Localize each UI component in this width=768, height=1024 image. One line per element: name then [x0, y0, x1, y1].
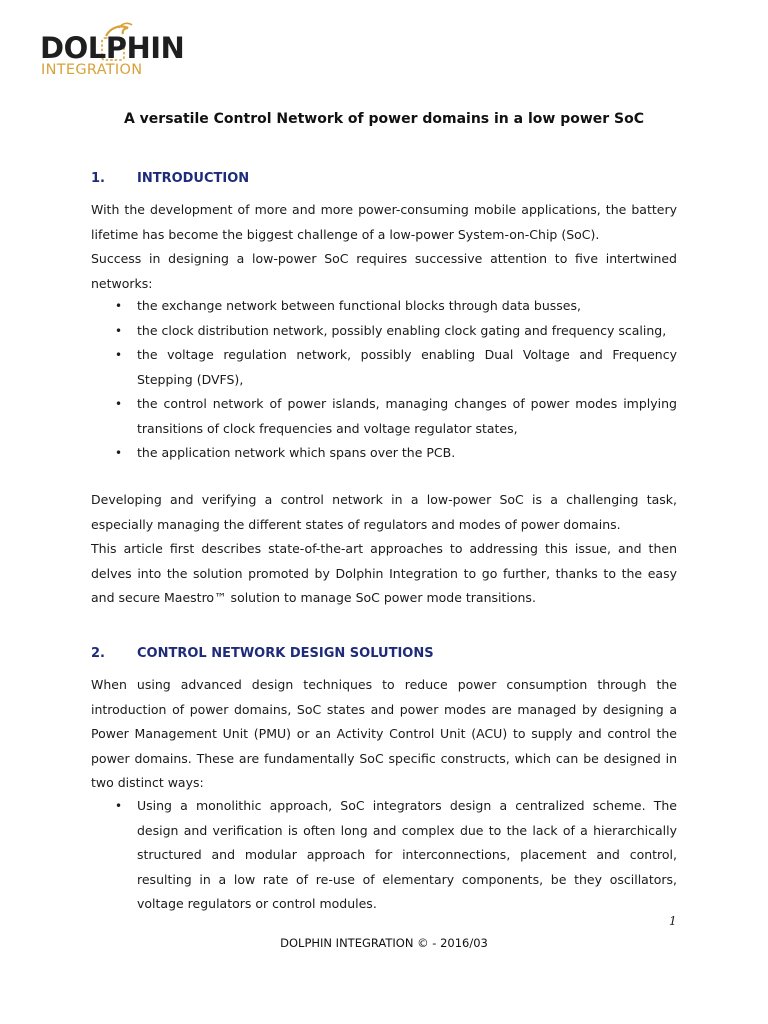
paragraph: Developing and verifying a control network in a low-power SoC is a challenging task, especially managing the different states of regulators and modes of power domains. — [91, 492, 677, 532]
section-number: 2. — [91, 646, 105, 661]
list-item: • the control network of power islands, managing changes of power modes implying transitions of clock frequencies and voltage regulator states, — [91, 392, 677, 441]
bullet-icon: • — [115, 799, 123, 813]
list-item: • the application network which spans over the PCB. — [91, 441, 677, 466]
paragraph: Success in designing a low-power SoC requires successive attention to five intertwined networks: — [91, 251, 677, 291]
section-heading-introduction — [91, 171, 249, 186]
paragraph: When using advanced design techniques to reduce power consumption through the introduction of power domains, SoC states and power modes are managed by designing a Power Management Unit (PMU) or an Activity Control Unit (ACU) to supply and control the power domains. These are fundamentally SoC specific constructs, which can be designed in two distinct ways: — [91, 677, 677, 790]
paragraph: With the development of more and more power-consuming mobile applications, the battery lifetime has become the biggest challenge of a low-power System-on-Chip (SoC). — [91, 202, 677, 242]
section-title: INTRODUCTION — [137, 171, 250, 186]
page-footer: DOLPHIN INTEGRATION © - 2016/03 — [280, 936, 488, 950]
company-logo — [32, 22, 192, 82]
section-title: CONTROL NETWORK DESIGN SOLUTIONS — [137, 646, 434, 661]
bullet-icon: • — [115, 348, 123, 362]
bullet-icon: • — [115, 446, 123, 460]
bullet-icon: • — [115, 397, 123, 411]
approach-list — [91, 794, 677, 917]
bullet-icon: • — [115, 299, 123, 313]
list-item: • Using a monolithic approach, SoC integrators design a centralized scheme. The design and verification is often long and complex due to the lack of a hierarchically structured and modular approach for interconnections, placement and control, resulting in a low rate of re-use of elementary components, be they oscillators, voltage regulators or control modules. — [91, 794, 677, 917]
list-item: • the exchange network between functional blocks through data busses, — [91, 294, 677, 319]
logo-wordmark: DOLPHIN — [40, 31, 185, 65]
logo-subtitle: INTEGRATION — [41, 62, 143, 78]
bullet-icon: • — [115, 323, 123, 338]
section-number: 1. — [91, 171, 105, 186]
section-heading-control-network — [91, 646, 434, 661]
list-item: • the clock distribution network, possibly enabling clock gating and frequency scaling, — [91, 319, 677, 344]
network-list — [91, 294, 677, 466]
page-number: 1 — [669, 914, 677, 928]
document-title: A versatile Control Network of power domains in a low power SoC — [123, 111, 645, 127]
paragraph: This article first describes state-of-the-art approaches to addressing this issue, and then delves into the solution promoted by Dolphin Integration to go further, thanks to the easy and secure Maestro™ solution to manage SoC power mode transitions. — [91, 541, 677, 605]
list-item: • the voltage regulation network, possibly enabling Dual Voltage and Frequency Stepping (DVFS), — [91, 343, 677, 392]
